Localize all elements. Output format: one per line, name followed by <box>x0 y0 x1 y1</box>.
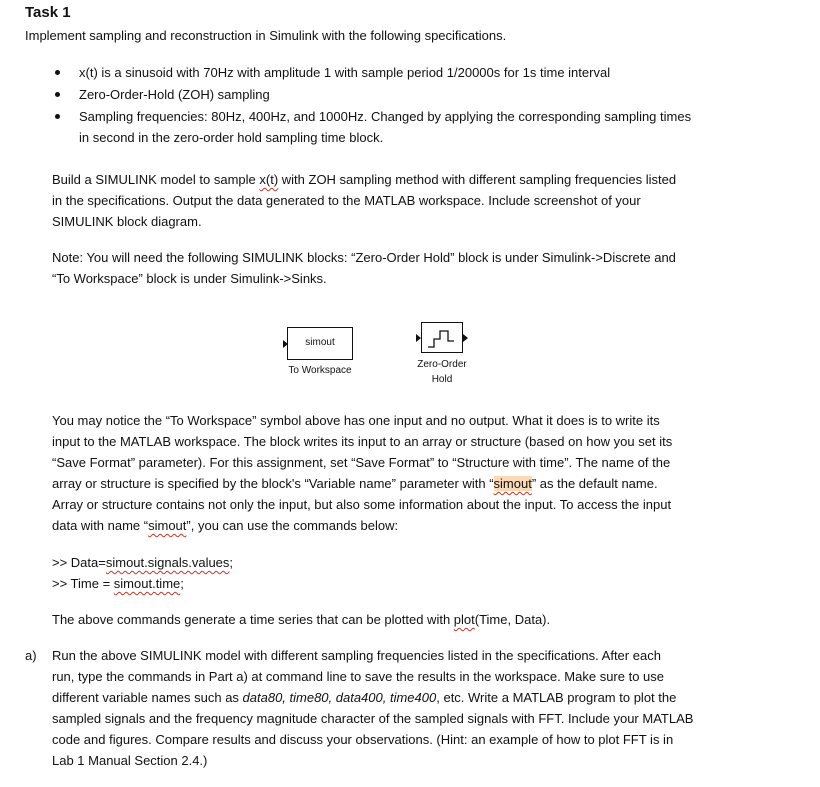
explanation-line: array or structure is specified by the block's “Variable name” parameter with “simout” as the default name. <box>52 476 658 491</box>
part-a-line: run, type the commands in Part a) at command line to save the results in the workspace. Make sure to use <box>52 669 665 684</box>
spellcheck-word: simout.signals.values <box>105 555 230 570</box>
highlighted-word: simout <box>493 476 532 491</box>
part-a-line: sampled signals and the frequency magnitude character of the sampled signals with FFT. Include your MATLAB <box>52 711 694 726</box>
spellcheck-word: plot <box>453 612 475 627</box>
code-line: >> Time = simout.time; <box>52 576 184 591</box>
spellcheck-word: simout <box>148 518 187 533</box>
spec-item: Sampling frequencies: 80Hz, 400Hz, and 1000Hz. Changed by applying the corresponding sampling times <box>79 109 692 124</box>
output-arrow-icon <box>463 334 468 342</box>
bullet-icon <box>55 70 60 75</box>
build-line: Build a SIMULINK model to sample x(t) with ZOH sampling method with different sampling frequencies listed <box>52 172 677 187</box>
spec-item: x(t) is a sinusoid with 70Hz with amplitude 1 with sample period 1/20000s for 1s time interval <box>79 65 611 80</box>
explanation-line: “Save Format” parameter). For this assignment, set “Save Format” to “Structure with time”. The name of the <box>52 455 671 470</box>
zoh-label-2: Hold <box>431 374 453 385</box>
zero-order-hold-block <box>421 322 463 353</box>
zoh-step-icon <box>422 323 462 352</box>
explanation-line: data with name “simout”, you can use the commands below: <box>52 518 399 533</box>
to-workspace-block <box>287 327 353 360</box>
part-a-line: Lab 1 Manual Section 2.4.) <box>52 753 208 768</box>
note-line: Note: You will need the following SIMULINK blocks: “Zero-Order Hold” block is under Simulink->Discrete and <box>52 250 676 265</box>
spellcheck-word: x(t) <box>259 172 279 187</box>
spellcheck-word: simout.time <box>113 576 181 591</box>
part-a-line: Run the above SIMULINK model with different sampling frequencies listed in the specifications. After each <box>52 648 661 663</box>
bullet-icon <box>55 114 60 119</box>
workspace-variable: simout <box>305 337 335 348</box>
code-line: >> Data=simout.signals.values; <box>52 555 234 570</box>
build-line: SIMULINK block diagram. <box>52 214 202 229</box>
to-workspace-label: To Workspace <box>288 365 352 376</box>
part-a-marker: a) <box>25 648 37 663</box>
zoh-label-1: Zero-Order <box>417 359 467 370</box>
plot-sentence: The above commands generate a time series that can be plotted with plot(Time, Data). <box>52 612 551 627</box>
build-line: in the specifications. Output the data generated to the MATLAB workspace. Include screenshot of your <box>52 193 641 208</box>
variable-names: data80, time80, data400, time400 <box>242 690 437 705</box>
explanation-line: Array or structure contains not only the input, but also some information about the input. To access the input <box>52 497 672 512</box>
intro-text: Implement sampling and reconstruction in Simulink with the following specifications. <box>25 28 507 43</box>
bullet-icon <box>55 92 60 97</box>
spec-item: Zero-Order-Hold (ZOH) sampling <box>79 87 270 102</box>
note-line: “To Workspace” block is under Simulink->Sinks. <box>52 271 327 286</box>
explanation-line: You may notice the “To Workspace” symbol above has one input and no output. What it does is to write its <box>52 413 660 428</box>
part-a-line: code and figures. Compare results and discuss your observations. (Hint: an example of how to plot FFT is in <box>52 732 674 747</box>
part-a-line: different variable names such as data80, time80, data400, time400, etc. Write a MATLAB program to plot the <box>52 690 677 705</box>
explanation-line: input to the MATLAB workspace. The block writes its input to an array or structure (based on how you set its <box>52 434 673 449</box>
spec-item-continued: in second in the zero-order hold sampling time block. <box>79 130 384 145</box>
task-title: Task 1 <box>25 4 71 21</box>
